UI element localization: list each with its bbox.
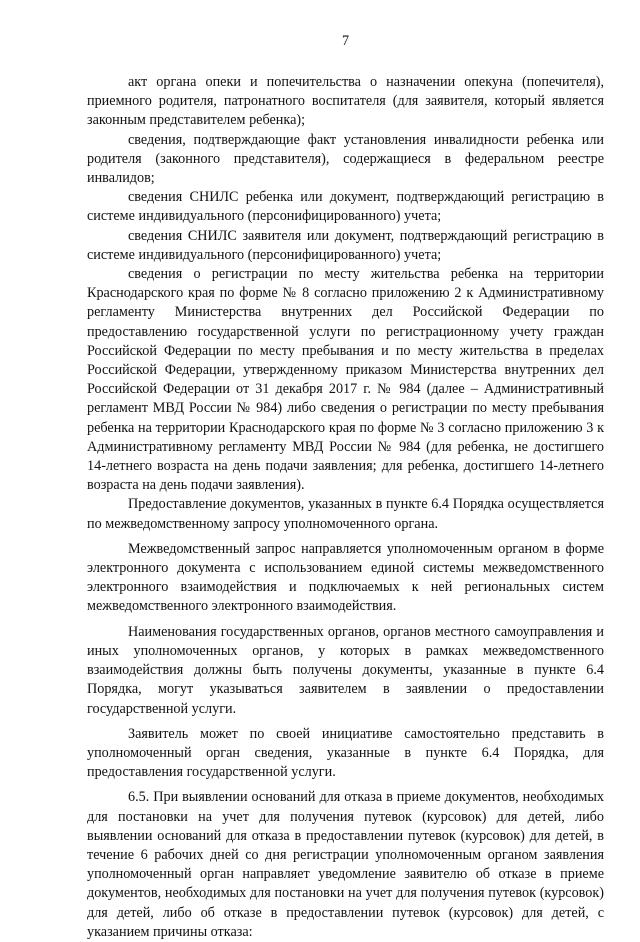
page-number: 7 [341, 33, 350, 49]
paragraph-interagency-request-basis: Предоставление документов, указанных в пункте 6.4 Порядка осуществляется по межведомственному запросу уполномоченного органа. [87, 496, 604, 532]
paragraph-section-6-5: 6.5. При выявлении оснований для отказа в приеме документов, необходимых для постановки на учет для получения путевок (курсовок) для детей, либо выявлении оснований для отказа в предоставлении путевок (курсовок) для детей, в течение 6 рабочих дней со дня регистрации уполномоченным органом заявления уполномоченный орган направляет уведомление заявителю об отказе в приеме документов, необходимых для постановки на учет для получения путевок (курсовок) для детей, либо об отказе в предоставлении путевок (курсовок) для детей, с указанием причины отказа: [87, 789, 604, 940]
paragraph-guardianship-act: акт органа опеки и попечительства о назначении опекуна (попечителя), приемного родителя, патронатного воспитателя (для заявителя, который является законным представителем ребенка); [87, 74, 604, 129]
paragraph-registration-info: сведения о регистрации по месту жительства ребенка на территории Краснодарского края по форме № 8 согласно приложению 2 к Административному регламенту Министерства внутренних дел Российской Федерации по предоставлению государственной услуги по регистрационному учету граждан Российской Федерации по месту пребывания и по месту жительства в пределах Российской Федерации, утвержденному приказом Министерства внутренних дел Российской Федерации от 31 декабря 2017 г. № 984 (далее – Административный регламент МВД России № 984) либо сведения о регистрации по месту пребывания ребенка на территории Краснодарского края по форме № 3 согласно приложению 3 к Административному регламенту МВД России № 984 (для ребенка, не достигшего 14-летнего возраста на день подачи заявления; для ребенка, достигшего 14-летнего возраста на день подачи заявления). [87, 266, 604, 494]
paragraph-child-snils: сведения СНИЛС ребенка или документ, подтверждающий регистрацию в системе индивидуального (персонифицированного) учета; [87, 189, 604, 225]
paragraph-interagency-request-form: Межведомственный запрос направляется уполномоченным органом в форме электронного документа с использованием единой системы межведомственного электронного взаимодействия и подключаемых к ней региональных систем межведомственного электронного взаимодействия. [87, 540, 604, 615]
paragraph-authority-names: Наименования государственных органов, органов местного самоуправления и иных уполномоченных органов, у которых в рамках межведомственного взаимодействия должны быть получены документы, указанные в пункте 6.4 Порядка, могут указываться заявителем в заявлении о предоставлении государственной услуги. [87, 623, 604, 717]
paragraph-applicant-initiative: Заявитель может по своей инициативе самостоятельно представить в уполномоченный орган сведения, указанные в пункте 6.4 Порядка, для предоставления государственной услуги. [87, 725, 604, 781]
paragraph-disability-info: сведения, подтверждающие факт установления инвалидности ребенка или родителя (законного представителя), содержащиеся в федеральном реестре инвалидов; [87, 131, 604, 187]
paragraph-applicant-snils: сведения СНИЛС заявителя или документ, подтверждающий регистрацию в системе индивидуального (персонифицированного) учета; [87, 227, 604, 263]
